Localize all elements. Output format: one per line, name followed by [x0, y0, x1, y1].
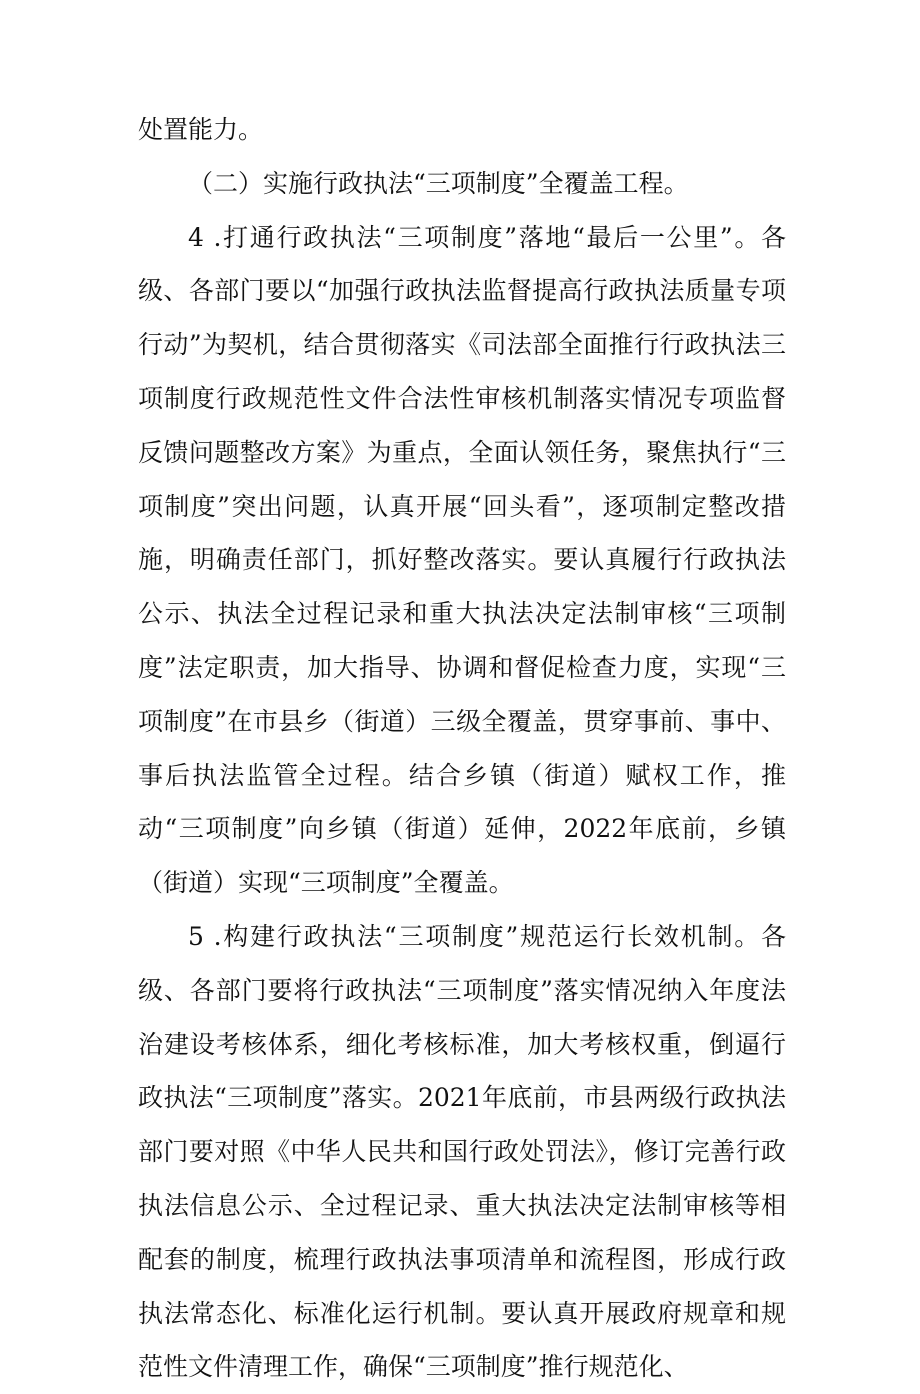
document-body — [138, 103, 786, 1394]
paragraph-item-5: 5 .构建行政执法“三项制度”规范运行长效机制。各级、各部门要将行政执法“三项制度”落实情况纳入年度法治建设考核体系，细化考核标准，加大考核权重，倒逼行政执法“三项制度”落实。2021年底前，市县两级行政执法部门要对照《中华人民共和国行政处罚法》，修订完善行政执法信息公示、全过程记录、重大执法决定法制审核等相配套的制度，梳理行政执法事项清单和流程图，形成行政执法常态化、标准化运行机制。要认真开展政府规章和规范性文件清理工作，确保“三项制度”推行规范化、 — [138, 921, 786, 1382]
paragraph-item-4: 4 .打通行政执法“三项制度”落地“最后一公里”。各级、各部门要以“加强行政执法监督提高行政执法质量专项行动”为契机，结合贯彻落实《司法部全面推行行政执法三项制度行政规范性文件合法性审核机制落实情况专项监督反馈问题整改方案》为重点，全面认领任务，聚焦执行“三项制度”突出问题，认真开展“回头看”，逐项制定整改措施，明确责任部门，抓好整改落实。要认真履行行政执法公示、执法全过程记录和重大执法决定法制审核“三项制度”法定职责，加大指导、协调和督促检查力度，实现“三项制度”在市县乡（街道）三级全覆盖，贯穿事前、事中、事后执法监管全过程。结合乡镇（街道）赋权工作，推动“三项制度”向乡镇（街道）延伸，2022年底前，乡镇（街道）实现“三项制度”全覆盖。 — [138, 222, 786, 898]
paragraph-1: 处置能力。 — [138, 115, 264, 144]
section-heading: （二）实施行政执法“三项制度”全覆盖工程。 — [188, 168, 689, 198]
